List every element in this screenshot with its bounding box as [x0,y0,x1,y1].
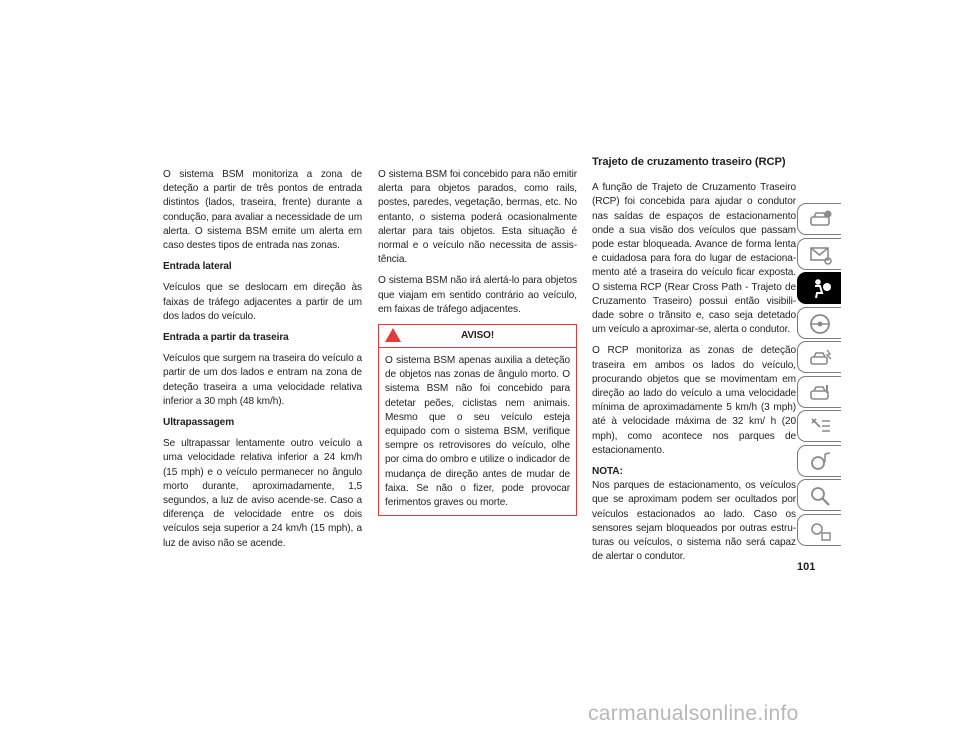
rear-entry-text: Veículos que surgem na traseira do veículo a partir de um dos lados e entram na zona de deteção traseira a uma velocidade relativa inferior a 30 mph (48 km/h). [163,353,362,407]
bsm-static-objects: O sistema BSM foi concebido para não emitir alerta para objetos parados, como rails, postes, paredes, vegetação, bermas, etc. No entanto, o sistema poderá ocasionalmente alertar para tais objetos. Esta situação é normal e o veículo não necessita de assis-tência. [378,169,577,266]
column-left [163,168,362,558]
bsm-oncoming: O sistema BSM não irá alertá-lo para objetos que viajam em sentido contrário ao veículo, em faixas de tráfego adjacentes. [378,275,577,315]
tab-car-service[interactable] [797,376,841,408]
tab-maintenance[interactable] [797,410,841,442]
tab-language[interactable] [797,514,841,546]
envelope-key-icon [808,243,834,267]
warning-text: O sistema BSM apenas auxilia a deteção de objetos nas zonas de ângulo morto. O sistema BSM não foi concebido para detetar peões, ciclistas nem animais. Mesmo que o seu veículo esteja equipado com o sistema BSM, verifique sempre os retrovisores do veículo, olhe por cima do ombro e utilize o indicador de mudança de direção antes de mudar de faixa. Se não o fizer, pode provocar ferimentos graves ou morte. [385,355,570,509]
magnifier-icon [808,484,834,508]
steering-wheel-icon [808,312,834,336]
gear-music-icon [808,450,834,474]
warning-box [378,324,577,516]
note-label: NOTA: [592,466,623,478]
warning-header [379,325,576,348]
tab-multimedia[interactable] [797,445,841,477]
rcp-monitoring: O RCP monitoriza as zonas de deteção traseira em ambos os lados do veículo, procurando objetos que se movimentam em direção ao lado do veículo a uma velocidade mínima de aproximadamente 5 km/h (3 mph) até à velocidade máxima de 32 km/ h (20 mph), como acontece nos parques de estacionamento. [592,345,796,456]
column-right [592,155,796,571]
tab-car-crash[interactable] [797,341,841,373]
note-text: Nos parques de estacionamento, os veículos que se aproximam podem ser ocultados por veículos estacionados ao lado. Caso os sensores sejam bloqueados por outras estru-turas ou veículos, o sistema não será capaz de alertar o condutor. [592,480,796,563]
tab-airbag-seat[interactable] [797,272,841,304]
side-entry-text: Veículos que se deslocam em direção às faixas de tráfego adjacentes a partir de um dos lados do veículo. [163,282,362,322]
tab-car-info[interactable] [797,203,841,235]
wrench-list-icon [808,415,834,439]
car-crash-icon [808,346,834,370]
tab-index[interactable] [797,479,841,511]
heading-overtaking: Ultrapassagem [163,417,235,429]
heading-rear-entry: Entrada a partir da traseira [163,332,289,344]
warning-title: AVISO! [460,330,495,342]
language-icon [808,519,834,543]
car-service-icon [808,381,834,405]
rcp-description: A função de Trajeto de Cruzamento Traseiro (RCP) foi concebida para ajudar o condutor nas saídas de espaços de estacionamento onde a sua visão dos veículos que passam pode estar bloqueada. Avance de forma lenta e cuidadosa para fora do lugar de estaciona-mento até a traseira do veículo ficar exposta. O sistema RCP (Rear Cross Path - Trajeto de Cruzamento Traseiro) possui então visibili-dade sobre o trânsito e, caso seja detetado um veículo a aproximar-se, alerta o condutor. [592,182,796,336]
note [592,465,796,564]
page-number: 101 [797,561,816,573]
watermark: carmanualsonline.info [588,702,799,725]
column-middle [378,168,577,516]
heading-rcp: Trajeto de cruzamento traseiro (RCP) [592,156,786,168]
tab-steering[interactable] [797,307,841,339]
overtaking-text: Se ultrapassar lentamente outro veículo a uma velocidade relativa inferior a 24 km/h (15 mph) e o veículo permanecer no ângulo morto durante, aproximadamente, 1,5 segundos, a luz de aviso acende-se. Caso a diferença de velocidade entre os dois veículos seja superior a 24 km/h (15 mph), a luz de aviso não se acende. [163,438,362,549]
tab-envelope-key[interactable] [797,238,841,270]
heading-side-entry: Entrada lateral [163,261,232,273]
warning-triangle-icon [384,327,402,343]
car-info-icon [808,208,834,232]
chapter-tabs [797,203,841,548]
bsm-intro: O sistema BSM monitoriza a zona de deteção a partir de três pontos de entrada distintos (lados, traseira, frente) durante a condução, para avaliar a necessidade de um alerta. O sistema BSM emite um alerta em caso destes tipos de entrada nas zonas. [163,169,362,252]
airbag-seat-icon [808,277,834,301]
